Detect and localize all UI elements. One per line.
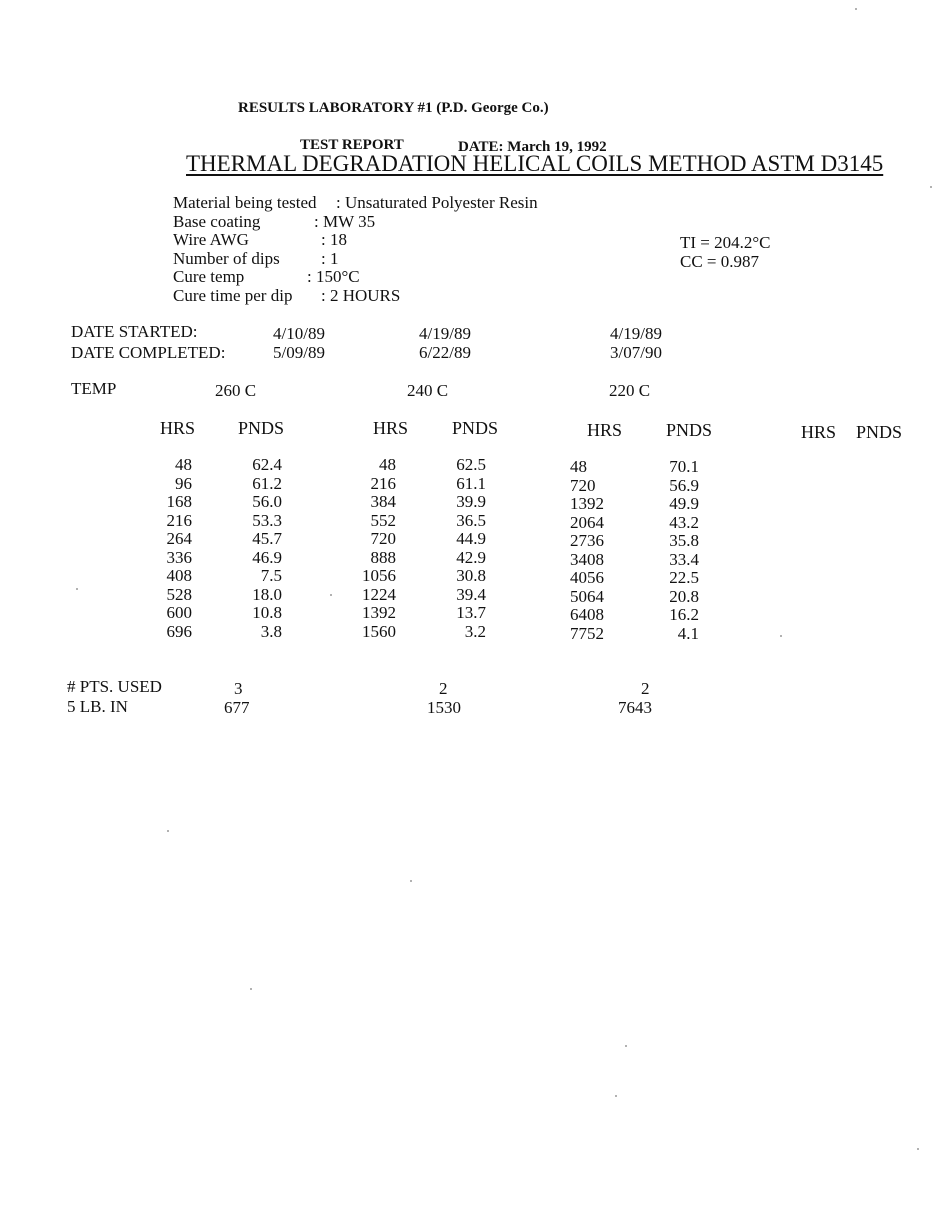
hrs-cell: 216 <box>166 510 192 530</box>
hrs-cell: 1392 <box>362 603 396 622</box>
pnds-cell: 33.4 <box>669 549 699 569</box>
hrs-cell: 2064 <box>570 512 604 532</box>
spec-label: Wire AWG <box>173 230 249 250</box>
date-started-value: 4/10/89 <box>273 324 325 343</box>
spec-label: Material being tested <box>173 193 317 212</box>
pnds-cell: 44.9 <box>456 529 486 548</box>
pnds-cell: 56.0 <box>252 492 282 511</box>
hrs-cell: 552 <box>370 510 396 530</box>
date-started-label: DATE STARTED: <box>71 322 198 341</box>
pts-used-value: 2 <box>641 679 650 698</box>
page-title: THERMAL DEGRADATION HELICAL COILS METHOD ASTM D3145 <box>186 151 884 176</box>
speck <box>615 1095 617 1097</box>
hrs-cell: 5064 <box>570 586 604 606</box>
spec-value: : 1 <box>321 248 339 268</box>
pts-used-label: # PTS. USED <box>67 677 162 696</box>
pnds-cell: 42.9 <box>456 547 486 567</box>
hrs-cell: 264 <box>166 529 192 548</box>
hrs-cell: 48 <box>175 455 192 474</box>
hrs-cell: 168 <box>166 492 192 511</box>
pnds-cell: 13.7 <box>456 603 486 622</box>
hrs-cell: 384 <box>370 492 396 511</box>
pnds-cell: 62.4 <box>252 455 282 474</box>
spec-label: Cure time per dip <box>173 286 293 305</box>
pnds-header: PNDS <box>452 418 499 438</box>
pnds-cell: 3.2 <box>464 621 486 641</box>
pnds-cell: 49.9 <box>669 494 699 513</box>
pnds-cell: 61.2 <box>252 473 282 493</box>
pnds-header: PNDS <box>238 418 285 438</box>
hrs-cell: 888 <box>370 547 396 567</box>
pts-used-value: 2 <box>439 679 448 698</box>
lb-in-label: 5 LB. IN <box>67 697 128 716</box>
hrs-cell: 3408 <box>570 549 604 569</box>
spec-label: Number of dips <box>173 248 280 268</box>
speck <box>930 186 932 188</box>
pnds-cell: 53.3 <box>252 510 282 530</box>
pts-used-value: 3 <box>234 679 243 698</box>
date-started-value: 4/19/89 <box>419 324 471 343</box>
hrs-cell: 1392 <box>570 494 604 513</box>
speck <box>917 1148 919 1150</box>
temp-value: 260 C <box>215 381 257 400</box>
pnds-cell: 18.0 <box>252 584 282 604</box>
hrs-header: HRS <box>587 420 623 440</box>
speck <box>855 8 857 10</box>
hrs-cell: 528 <box>166 584 192 604</box>
speck <box>625 1045 627 1047</box>
hrs-cell: 696 <box>166 621 192 641</box>
pnds-header: PNDS <box>666 420 713 440</box>
date-completed-value: 6/22/89 <box>419 343 471 362</box>
hrs-cell: 216 <box>370 473 396 493</box>
hrs-cell: 48 <box>379 455 396 474</box>
date-completed-value: 3/07/90 <box>610 343 662 362</box>
lb-in-value: 1530 <box>427 698 461 717</box>
speck <box>410 880 412 882</box>
hrs-cell: 600 <box>166 603 192 622</box>
speck <box>76 588 78 590</box>
pnds-cell: 36.5 <box>456 510 486 530</box>
hrs-cell: 96 <box>175 473 192 493</box>
pnds-cell: 46.9 <box>252 547 282 567</box>
spec-value: : MW 35 <box>314 211 376 231</box>
spec-value: : 150°C <box>307 267 360 287</box>
temp-value: 220 C <box>609 381 651 400</box>
temp-value: 240 C <box>407 381 449 400</box>
cc-value: CC = 0.987 <box>680 252 760 271</box>
lb-in-value: 7643 <box>618 698 652 717</box>
pnds-cell: 43.2 <box>669 512 699 532</box>
hrs-cell: 6408 <box>570 605 604 624</box>
ti-value: TI = 204.2°C <box>680 233 771 252</box>
pnds-cell: 4.1 <box>677 623 699 643</box>
lab-header: RESULTS LABORATORY #1 (P.D. George Co.) <box>238 100 549 116</box>
temp-label: TEMP <box>71 379 117 398</box>
pnds-cell: 3.8 <box>260 621 282 641</box>
pnds-cell: 39.4 <box>456 584 486 604</box>
speck <box>780 635 782 637</box>
hrs-cell: 408 <box>166 566 192 585</box>
pnds-header: PNDS <box>856 422 903 442</box>
pnds-cell: 10.8 <box>252 603 282 622</box>
hrs-cell: 4056 <box>570 568 604 587</box>
hrs-cell: 2736 <box>570 531 604 550</box>
spec-value: : 18 <box>321 230 347 250</box>
speck <box>250 988 252 990</box>
pnds-cell: 70.1 <box>669 457 699 476</box>
spec-label: Base coating <box>173 211 261 231</box>
date-completed-label: DATE COMPLETED: <box>71 343 226 362</box>
hrs-cell: 720 <box>570 475 596 495</box>
hrs-cell: 1056 <box>362 566 396 585</box>
hrs-header: HRS <box>160 418 196 438</box>
hrs-cell: 1224 <box>362 584 396 604</box>
hrs-cell: 336 <box>166 547 192 567</box>
hrs-header: HRS <box>373 418 409 438</box>
date-completed-value: 5/09/89 <box>273 343 325 362</box>
lb-in-value: 677 <box>224 698 250 717</box>
pnds-cell: 16.2 <box>669 605 699 624</box>
speck <box>167 830 169 832</box>
speck <box>330 594 332 596</box>
hrs-cell: 48 <box>570 457 587 476</box>
pnds-cell: 39.9 <box>456 492 486 511</box>
date-started-value: 4/19/89 <box>610 324 662 343</box>
pnds-cell: 45.7 <box>252 529 282 548</box>
pnds-cell: 20.8 <box>669 586 699 606</box>
hrs-cell: 7752 <box>570 623 604 643</box>
spec-value: : 2 HOURS <box>321 286 401 305</box>
spec-label: Cure temp <box>173 267 245 287</box>
pnds-cell: 7.5 <box>260 566 282 585</box>
pnds-cell: 30.8 <box>456 566 486 585</box>
pnds-cell: 22.5 <box>669 568 699 587</box>
report-date: DATE: March 19, 1992 <box>458 139 607 155</box>
pnds-cell: 56.9 <box>669 475 699 495</box>
hrs-cell: 720 <box>370 529 396 548</box>
spec-value: : Unsaturated Polyester Resin <box>336 193 538 212</box>
hrs-header: HRS <box>801 422 837 442</box>
pnds-cell: 35.8 <box>669 531 699 550</box>
report-type: TEST REPORT <box>300 137 404 153</box>
pnds-cell: 62.5 <box>456 455 486 474</box>
hrs-cell: 1560 <box>362 621 396 641</box>
pnds-cell: 61.1 <box>456 473 486 493</box>
